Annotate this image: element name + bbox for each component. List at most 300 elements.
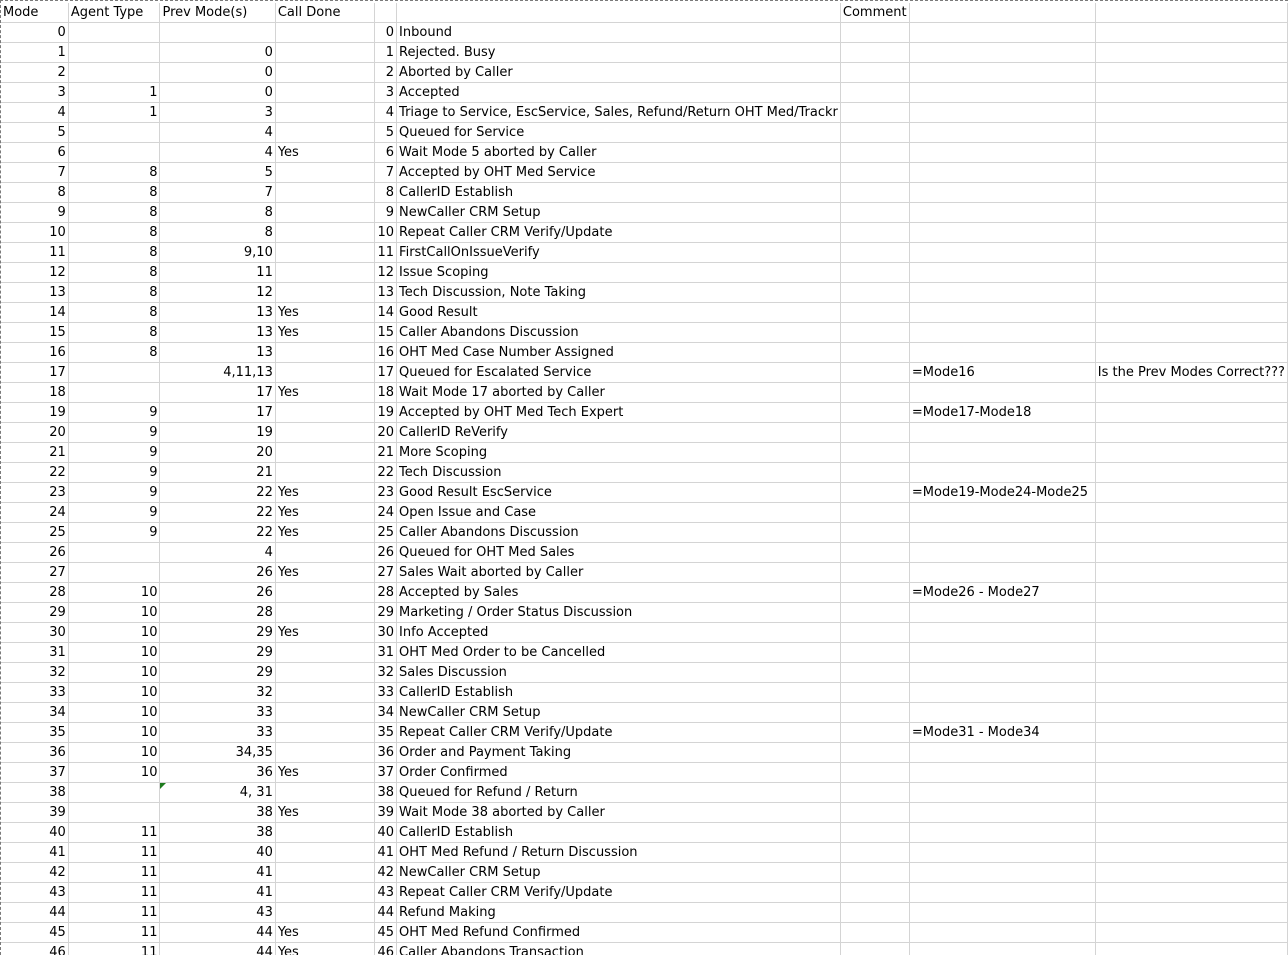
cell-index[interactable]: 45 xyxy=(375,923,397,943)
cell-description[interactable]: Caller Abandons Discussion xyxy=(397,523,841,543)
cell-note[interactable] xyxy=(1095,303,1287,323)
cell-description[interactable]: Good Result EscService xyxy=(397,483,841,503)
cell-comment[interactable] xyxy=(840,663,909,683)
cell-comment[interactable] xyxy=(840,83,909,103)
cell-mode[interactable]: 26 xyxy=(1,543,68,563)
cell-call-done[interactable] xyxy=(275,83,374,103)
cell-prev-modes[interactable]: 36 xyxy=(160,763,275,783)
cell-call-done[interactable] xyxy=(275,703,374,723)
cell-formula[interactable] xyxy=(909,123,1095,143)
cell-note[interactable] xyxy=(1095,403,1287,423)
cell-prev-modes[interactable]: 22 xyxy=(160,483,275,503)
cell-prev-modes[interactable]: 11 xyxy=(160,263,275,283)
cell-prev-modes[interactable]: 12 xyxy=(160,283,275,303)
cell-agent-type[interactable]: 9 xyxy=(68,443,160,463)
cell-mode[interactable]: 15 xyxy=(1,323,68,343)
cell-description[interactable]: NewCaller CRM Setup xyxy=(397,203,841,223)
cell-prev-modes[interactable] xyxy=(160,23,275,43)
cell-description[interactable]: Tech Discussion xyxy=(397,463,841,483)
cell-comment[interactable] xyxy=(840,883,909,903)
cell-formula[interactable] xyxy=(909,383,1095,403)
cell-index[interactable]: 12 xyxy=(375,263,397,283)
cell-index[interactable]: 23 xyxy=(375,483,397,503)
cell-note[interactable] xyxy=(1095,523,1287,543)
cell-prev-modes[interactable]: 19 xyxy=(160,423,275,443)
cell-prev-modes[interactable]: 8 xyxy=(160,203,275,223)
cell-description[interactable]: Aborted by Caller xyxy=(397,63,841,83)
cell-comment[interactable] xyxy=(840,263,909,283)
cell-call-done[interactable] xyxy=(275,103,374,123)
cell-note[interactable] xyxy=(1095,863,1287,883)
cell-comment[interactable] xyxy=(840,923,909,943)
cell-comment[interactable] xyxy=(840,243,909,263)
cell-mode[interactable]: 7 xyxy=(1,163,68,183)
cell-agent-type[interactable] xyxy=(68,43,160,63)
cell-index[interactable]: 42 xyxy=(375,863,397,883)
cell-agent-type[interactable]: 10 xyxy=(68,723,160,743)
cell-comment[interactable] xyxy=(840,363,909,383)
cell-formula[interactable] xyxy=(909,183,1095,203)
cell-note[interactable] xyxy=(1095,103,1287,123)
cell-formula[interactable]: =Mode31 - Mode34 xyxy=(909,723,1095,743)
cell-index[interactable]: 3 xyxy=(375,83,397,103)
cell-index[interactable]: 29 xyxy=(375,603,397,623)
cell-index[interactable]: 14 xyxy=(375,303,397,323)
cell-index[interactable]: 24 xyxy=(375,503,397,523)
cell-note[interactable] xyxy=(1095,643,1287,663)
cell-agent-type[interactable] xyxy=(68,143,160,163)
cell-prev-modes[interactable]: 26 xyxy=(160,563,275,583)
cell-call-done[interactable] xyxy=(275,723,374,743)
cell-note[interactable] xyxy=(1095,143,1287,163)
cell-note[interactable] xyxy=(1095,163,1287,183)
cell-agent-type[interactable]: 11 xyxy=(68,923,160,943)
cell-prev-modes[interactable]: 38 xyxy=(160,823,275,843)
cell-agent-type[interactable]: 9 xyxy=(68,483,160,503)
cell-mode[interactable]: 32 xyxy=(1,663,68,683)
cell-formula[interactable] xyxy=(909,443,1095,463)
cell-agent-type[interactable]: 10 xyxy=(68,703,160,723)
cell-formula[interactable]: =Mode19-Mode24-Mode25 xyxy=(909,483,1095,503)
cell-agent-type[interactable] xyxy=(68,563,160,583)
cell-agent-type[interactable] xyxy=(68,63,160,83)
cell-agent-type[interactable]: 11 xyxy=(68,843,160,863)
cell-agent-type[interactable]: 10 xyxy=(68,643,160,663)
cell-formula[interactable] xyxy=(909,83,1095,103)
cell-call-done[interactable] xyxy=(275,203,374,223)
cell-agent-type[interactable]: 10 xyxy=(68,683,160,703)
cell-prev-modes[interactable]: 29 xyxy=(160,623,275,643)
cell-index[interactable]: 37 xyxy=(375,763,397,783)
cell-formula[interactable] xyxy=(909,523,1095,543)
cell-index[interactable]: 39 xyxy=(375,803,397,823)
cell-index[interactable]: 26 xyxy=(375,543,397,563)
cell-agent-type[interactable]: 8 xyxy=(68,223,160,243)
cell-formula[interactable] xyxy=(909,163,1095,183)
cell-prev-modes[interactable]: 7 xyxy=(160,183,275,203)
cell-agent-type[interactable]: 1 xyxy=(68,83,160,103)
cell-formula[interactable] xyxy=(909,203,1095,223)
cell-formula[interactable]: =Mode26 - Mode27 xyxy=(909,583,1095,603)
cell-agent-type[interactable]: 8 xyxy=(68,323,160,343)
cell-prev-modes[interactable]: 33 xyxy=(160,723,275,743)
cell-index[interactable]: 38 xyxy=(375,783,397,803)
cell-note[interactable] xyxy=(1095,463,1287,483)
cell-comment[interactable] xyxy=(840,583,909,603)
cell-prev-modes[interactable]: 29 xyxy=(160,663,275,683)
header-mode[interactable]: Mode xyxy=(1,3,68,23)
cell-mode[interactable]: 14 xyxy=(1,303,68,323)
cell-formula[interactable]: =Mode17-Mode18 xyxy=(909,403,1095,423)
cell-description[interactable]: Accepted by Sales xyxy=(397,583,841,603)
cell-formula[interactable] xyxy=(909,803,1095,823)
cell-prev-modes[interactable]: 41 xyxy=(160,863,275,883)
cell-description[interactable]: CallerID ReVerify xyxy=(397,423,841,443)
cell-comment[interactable] xyxy=(840,563,909,583)
cell-index[interactable]: 40 xyxy=(375,823,397,843)
cell-call-done[interactable] xyxy=(275,43,374,63)
cell-agent-type[interactable] xyxy=(68,363,160,383)
cell-description[interactable]: Queued for OHT Med Sales xyxy=(397,543,841,563)
cell-comment[interactable] xyxy=(840,743,909,763)
cell-index[interactable]: 31 xyxy=(375,643,397,663)
cell-description[interactable]: OHT Med Order to be Cancelled xyxy=(397,643,841,663)
cell-agent-type[interactable] xyxy=(68,543,160,563)
cell-agent-type[interactable]: 11 xyxy=(68,943,160,955)
cell-call-done[interactable]: Yes xyxy=(275,323,374,343)
cell-note[interactable] xyxy=(1095,663,1287,683)
cell-index[interactable]: 46 xyxy=(375,943,397,955)
cell-call-done[interactable] xyxy=(275,423,374,443)
cell-description[interactable]: Queued for Refund / Return xyxy=(397,783,841,803)
cell-call-done[interactable] xyxy=(275,463,374,483)
cell-mode[interactable]: 27 xyxy=(1,563,68,583)
header-comment[interactable]: Comment xyxy=(840,3,909,23)
cell-prev-modes[interactable]: 26 xyxy=(160,583,275,603)
cell-comment[interactable] xyxy=(840,403,909,423)
cell-agent-type[interactable] xyxy=(68,783,160,803)
cell-agent-type[interactable]: 8 xyxy=(68,303,160,323)
cell-prev-modes[interactable]: 4,11,13 xyxy=(160,363,275,383)
cell-prev-modes[interactable]: 0 xyxy=(160,63,275,83)
cell-note[interactable] xyxy=(1095,183,1287,203)
cell-mode[interactable]: 10 xyxy=(1,223,68,243)
cell-mode[interactable]: 29 xyxy=(1,603,68,623)
cell-prev-modes[interactable]: 34,35 xyxy=(160,743,275,763)
cell-formula[interactable] xyxy=(909,143,1095,163)
cell-agent-type[interactable]: 11 xyxy=(68,883,160,903)
cell-comment[interactable] xyxy=(840,163,909,183)
cell-note[interactable] xyxy=(1095,203,1287,223)
cell-description[interactable]: Repeat Caller CRM Verify/Update xyxy=(397,723,841,743)
cell-prev-modes[interactable]: 4, 31 xyxy=(160,783,275,803)
cell-comment[interactable] xyxy=(840,323,909,343)
cell-mode[interactable]: 3 xyxy=(1,83,68,103)
cell-call-done[interactable]: Yes xyxy=(275,523,374,543)
cell-description[interactable]: Accepted by OHT Med Tech Expert xyxy=(397,403,841,423)
cell-agent-type[interactable]: 8 xyxy=(68,183,160,203)
cell-comment[interactable] xyxy=(840,703,909,723)
cell-call-done[interactable]: Yes xyxy=(275,383,374,403)
cell-call-done[interactable] xyxy=(275,643,374,663)
cell-note[interactable] xyxy=(1095,503,1287,523)
cell-comment[interactable] xyxy=(840,823,909,843)
cell-index[interactable]: 34 xyxy=(375,703,397,723)
cell-agent-type[interactable]: 1 xyxy=(68,103,160,123)
cell-formula[interactable] xyxy=(909,863,1095,883)
cell-call-done[interactable] xyxy=(275,343,374,363)
cell-mode[interactable]: 16 xyxy=(1,343,68,363)
cell-mode[interactable]: 2 xyxy=(1,63,68,83)
cell-mode[interactable]: 17 xyxy=(1,363,68,383)
cell-prev-modes[interactable]: 22 xyxy=(160,503,275,523)
cell-formula[interactable] xyxy=(909,23,1095,43)
cell-description[interactable]: FirstCallOnIssueVerify xyxy=(397,243,841,263)
cell-prev-modes[interactable]: 44 xyxy=(160,943,275,955)
cell-mode[interactable]: 23 xyxy=(1,483,68,503)
cell-note[interactable] xyxy=(1095,83,1287,103)
cell-index[interactable]: 16 xyxy=(375,343,397,363)
cell-call-done[interactable] xyxy=(275,863,374,883)
cell-comment[interactable] xyxy=(840,503,909,523)
cell-comment[interactable] xyxy=(840,103,909,123)
cell-call-done[interactable] xyxy=(275,823,374,843)
cell-index[interactable]: 10 xyxy=(375,223,397,243)
cell-prev-modes[interactable]: 0 xyxy=(160,83,275,103)
cell-mode[interactable]: 31 xyxy=(1,643,68,663)
cell-call-done[interactable] xyxy=(275,543,374,563)
cell-description[interactable]: NewCaller CRM Setup xyxy=(397,863,841,883)
cell-mode[interactable]: 8 xyxy=(1,183,68,203)
cell-prev-modes[interactable]: 38 xyxy=(160,803,275,823)
cell-description[interactable]: Accepted xyxy=(397,83,841,103)
cell-description[interactable]: Info Accepted xyxy=(397,623,841,643)
cell-prev-modes[interactable]: 43 xyxy=(160,903,275,923)
cell-prev-modes[interactable]: 13 xyxy=(160,303,275,323)
cell-index[interactable]: 44 xyxy=(375,903,397,923)
cell-note[interactable] xyxy=(1095,383,1287,403)
cell-comment[interactable] xyxy=(840,443,909,463)
cell-note[interactable] xyxy=(1095,63,1287,83)
cell-index[interactable]: 21 xyxy=(375,443,397,463)
cell-formula[interactable] xyxy=(909,683,1095,703)
cell-index[interactable]: 43 xyxy=(375,883,397,903)
cell-formula[interactable] xyxy=(909,243,1095,263)
cell-mode[interactable]: 11 xyxy=(1,243,68,263)
cell-formula[interactable] xyxy=(909,923,1095,943)
cell-agent-type[interactable] xyxy=(68,383,160,403)
cell-prev-modes[interactable]: 33 xyxy=(160,703,275,723)
cell-call-done[interactable]: Yes xyxy=(275,303,374,323)
cell-mode[interactable]: 37 xyxy=(1,763,68,783)
cell-agent-type[interactable]: 11 xyxy=(68,903,160,923)
cell-agent-type[interactable] xyxy=(68,803,160,823)
cell-mode[interactable]: 5 xyxy=(1,123,68,143)
cell-mode[interactable]: 34 xyxy=(1,703,68,723)
cell-index[interactable]: 41 xyxy=(375,843,397,863)
cell-comment[interactable] xyxy=(840,723,909,743)
cell-mode[interactable]: 44 xyxy=(1,903,68,923)
cell-description[interactable]: Caller Abandons Discussion xyxy=(397,323,841,343)
cell-prev-modes[interactable]: 21 xyxy=(160,463,275,483)
cell-note[interactable] xyxy=(1095,923,1287,943)
cell-call-done[interactable] xyxy=(275,603,374,623)
cell-call-done[interactable] xyxy=(275,743,374,763)
cell-formula[interactable] xyxy=(909,743,1095,763)
header-note[interactable] xyxy=(1095,3,1287,23)
cell-note[interactable] xyxy=(1095,343,1287,363)
cell-index[interactable]: 28 xyxy=(375,583,397,603)
cell-comment[interactable] xyxy=(840,23,909,43)
cell-index[interactable]: 35 xyxy=(375,723,397,743)
cell-mode[interactable]: 38 xyxy=(1,783,68,803)
cell-mode[interactable]: 12 xyxy=(1,263,68,283)
cell-comment[interactable] xyxy=(840,683,909,703)
cell-call-done[interactable] xyxy=(275,23,374,43)
cell-index[interactable]: 2 xyxy=(375,63,397,83)
cell-comment[interactable] xyxy=(840,643,909,663)
cell-agent-type[interactable]: 8 xyxy=(68,263,160,283)
cell-mode[interactable]: 20 xyxy=(1,423,68,443)
cell-index[interactable]: 18 xyxy=(375,383,397,403)
cell-description[interactable]: CallerID Establish xyxy=(397,823,841,843)
cell-mode[interactable]: 21 xyxy=(1,443,68,463)
cell-formula[interactable] xyxy=(909,63,1095,83)
cell-comment[interactable] xyxy=(840,943,909,955)
cell-description[interactable]: OHT Med Case Number Assigned xyxy=(397,343,841,363)
cell-prev-modes[interactable]: 29 xyxy=(160,643,275,663)
cell-call-done[interactable] xyxy=(275,583,374,603)
cell-index[interactable]: 17 xyxy=(375,363,397,383)
cell-agent-type[interactable]: 9 xyxy=(68,403,160,423)
cell-call-done[interactable]: Yes xyxy=(275,923,374,943)
cell-call-done[interactable] xyxy=(275,223,374,243)
cell-comment[interactable] xyxy=(840,463,909,483)
cell-formula[interactable] xyxy=(909,843,1095,863)
cell-note[interactable] xyxy=(1095,603,1287,623)
cell-agent-type[interactable]: 8 xyxy=(68,243,160,263)
cell-mode[interactable]: 24 xyxy=(1,503,68,523)
cell-index[interactable]: 22 xyxy=(375,463,397,483)
cell-call-done[interactable] xyxy=(275,63,374,83)
cell-description[interactable]: Caller Abandons Transaction xyxy=(397,943,841,955)
cell-index[interactable]: 0 xyxy=(375,23,397,43)
cell-description[interactable]: Queued for Escalated Service xyxy=(397,363,841,383)
cell-prev-modes[interactable]: 28 xyxy=(160,603,275,623)
cell-comment[interactable] xyxy=(840,863,909,883)
cell-comment[interactable] xyxy=(840,423,909,443)
cell-prev-modes[interactable]: 13 xyxy=(160,343,275,363)
cell-call-done[interactable] xyxy=(275,243,374,263)
cell-mode[interactable]: 45 xyxy=(1,923,68,943)
cell-note[interactable] xyxy=(1095,723,1287,743)
cell-note[interactable] xyxy=(1095,123,1287,143)
cell-prev-modes[interactable]: 41 xyxy=(160,883,275,903)
cell-prev-modes[interactable]: 9,10 xyxy=(160,243,275,263)
cell-note[interactable] xyxy=(1095,423,1287,443)
header-agent-type[interactable]: Agent Type xyxy=(68,3,160,23)
cell-description[interactable]: Marketing / Order Status Discussion xyxy=(397,603,841,623)
cell-comment[interactable] xyxy=(840,763,909,783)
cell-mode[interactable]: 13 xyxy=(1,283,68,303)
cell-agent-type[interactable]: 11 xyxy=(68,863,160,883)
cell-call-done[interactable] xyxy=(275,263,374,283)
cell-formula[interactable] xyxy=(909,943,1095,955)
cell-note[interactable] xyxy=(1095,283,1287,303)
cell-mode[interactable]: 6 xyxy=(1,143,68,163)
cell-mode[interactable]: 4 xyxy=(1,103,68,123)
cell-call-done[interactable] xyxy=(275,663,374,683)
cell-formula[interactable] xyxy=(909,303,1095,323)
cell-mode[interactable]: 1 xyxy=(1,43,68,63)
cell-note[interactable] xyxy=(1095,943,1287,955)
cell-description[interactable]: Open Issue and Case xyxy=(397,503,841,523)
cell-formula[interactable] xyxy=(909,703,1095,723)
cell-agent-type[interactable]: 8 xyxy=(68,343,160,363)
cell-mode[interactable]: 22 xyxy=(1,463,68,483)
cell-call-done[interactable] xyxy=(275,843,374,863)
cell-comment[interactable] xyxy=(840,143,909,163)
cell-prev-modes[interactable]: 0 xyxy=(160,43,275,63)
cell-agent-type[interactable]: 11 xyxy=(68,823,160,843)
cell-call-done[interactable] xyxy=(275,783,374,803)
cell-prev-modes[interactable]: 8 xyxy=(160,223,275,243)
cell-prev-modes[interactable]: 4 xyxy=(160,143,275,163)
cell-note[interactable] xyxy=(1095,543,1287,563)
cell-formula[interactable] xyxy=(909,603,1095,623)
cell-index[interactable]: 15 xyxy=(375,323,397,343)
cell-comment[interactable] xyxy=(840,303,909,323)
cell-formula[interactable] xyxy=(909,343,1095,363)
cell-index[interactable]: 20 xyxy=(375,423,397,443)
cell-note[interactable] xyxy=(1095,823,1287,843)
cell-index[interactable]: 9 xyxy=(375,203,397,223)
cell-note[interactable] xyxy=(1095,583,1287,603)
cell-mode[interactable]: 43 xyxy=(1,883,68,903)
cell-comment[interactable] xyxy=(840,223,909,243)
cell-call-done[interactable] xyxy=(275,683,374,703)
cell-index[interactable]: 27 xyxy=(375,563,397,583)
cell-comment[interactable] xyxy=(840,903,909,923)
cell-description[interactable]: Sales Wait aborted by Caller xyxy=(397,563,841,583)
cell-note[interactable] xyxy=(1095,43,1287,63)
cell-formula[interactable]: =Mode16 xyxy=(909,363,1095,383)
cell-index[interactable]: 7 xyxy=(375,163,397,183)
cell-mode[interactable]: 18 xyxy=(1,383,68,403)
cell-call-done[interactable]: Yes xyxy=(275,483,374,503)
cell-agent-type[interactable] xyxy=(68,23,160,43)
cell-mode[interactable]: 25 xyxy=(1,523,68,543)
cell-formula[interactable] xyxy=(909,283,1095,303)
cell-index[interactable]: 19 xyxy=(375,403,397,423)
cell-call-done[interactable] xyxy=(275,123,374,143)
cell-note[interactable] xyxy=(1095,763,1287,783)
cell-description[interactable]: Wait Mode 38 aborted by Caller xyxy=(397,803,841,823)
cell-agent-type[interactable]: 10 xyxy=(68,763,160,783)
cell-prev-modes[interactable]: 44 xyxy=(160,923,275,943)
cell-description[interactable]: Refund Making xyxy=(397,903,841,923)
cell-index[interactable]: 32 xyxy=(375,663,397,683)
cell-call-done[interactable] xyxy=(275,363,374,383)
cell-call-done[interactable]: Yes xyxy=(275,943,374,955)
cell-note[interactable] xyxy=(1095,443,1287,463)
cell-description[interactable]: More Scoping xyxy=(397,443,841,463)
cell-description[interactable]: CallerID Establish xyxy=(397,683,841,703)
cell-agent-type[interactable]: 8 xyxy=(68,203,160,223)
cell-comment[interactable] xyxy=(840,803,909,823)
cell-note[interactable] xyxy=(1095,683,1287,703)
cell-comment[interactable] xyxy=(840,283,909,303)
